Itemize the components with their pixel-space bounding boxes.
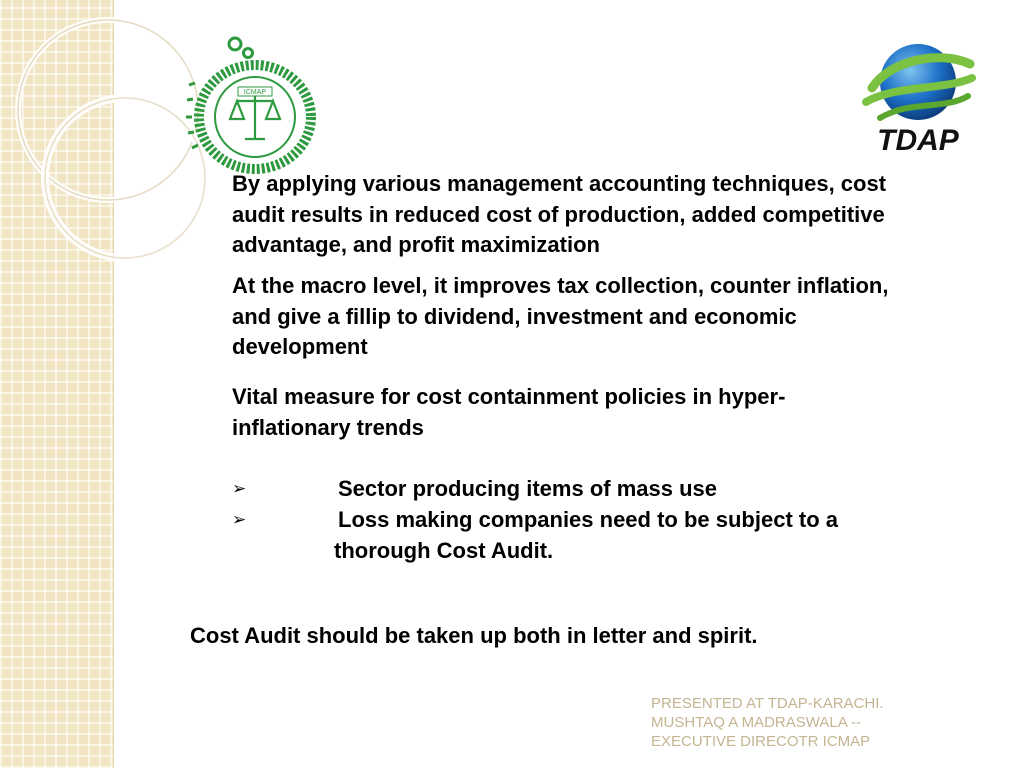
footer-line: EXECUTIVE DIRECOTR ICMAP <box>651 733 871 750</box>
closing-statement: Cost Audit should be taken up both in letter and spirit. <box>190 623 758 648</box>
bullet-text: Loss making companies need to be subject to a <box>338 507 839 532</box>
icmap-logo <box>183 35 318 175</box>
paragraph-vital-measure: Vital measure for cost containment policies in hyper-inflationary trends <box>232 384 786 440</box>
footer-line: MUSHTAQ A MADRASWALA -- <box>651 714 862 731</box>
bullet-text-continuation: thorough Cost Audit. <box>334 538 554 563</box>
presenter-footer <box>651 694 884 751</box>
arrow-bullet-icon: ➢ <box>232 479 247 498</box>
svg-text:TDAP: TDAP <box>877 124 959 157</box>
bullet-text: Sector producing items of mass use <box>338 476 717 501</box>
footer-line: PRESENTED AT TDAP-KARACHI. <box>651 695 884 712</box>
arrow-bullet-icon: ➢ <box>232 510 247 529</box>
paragraph-macro-level: At the macro level, it improves tax collection, counter inflation, and give a fillip to dividend, investment and economic development <box>232 273 889 359</box>
paragraph-cost-reduction: By applying various management accounting techniques, cost audit results in reduced cost of production, added competitive advantage, and profit maximization <box>232 171 887 257</box>
tdap-logo <box>850 30 985 160</box>
svg-text:ICMAP: ICMAP <box>243 89 267 96</box>
